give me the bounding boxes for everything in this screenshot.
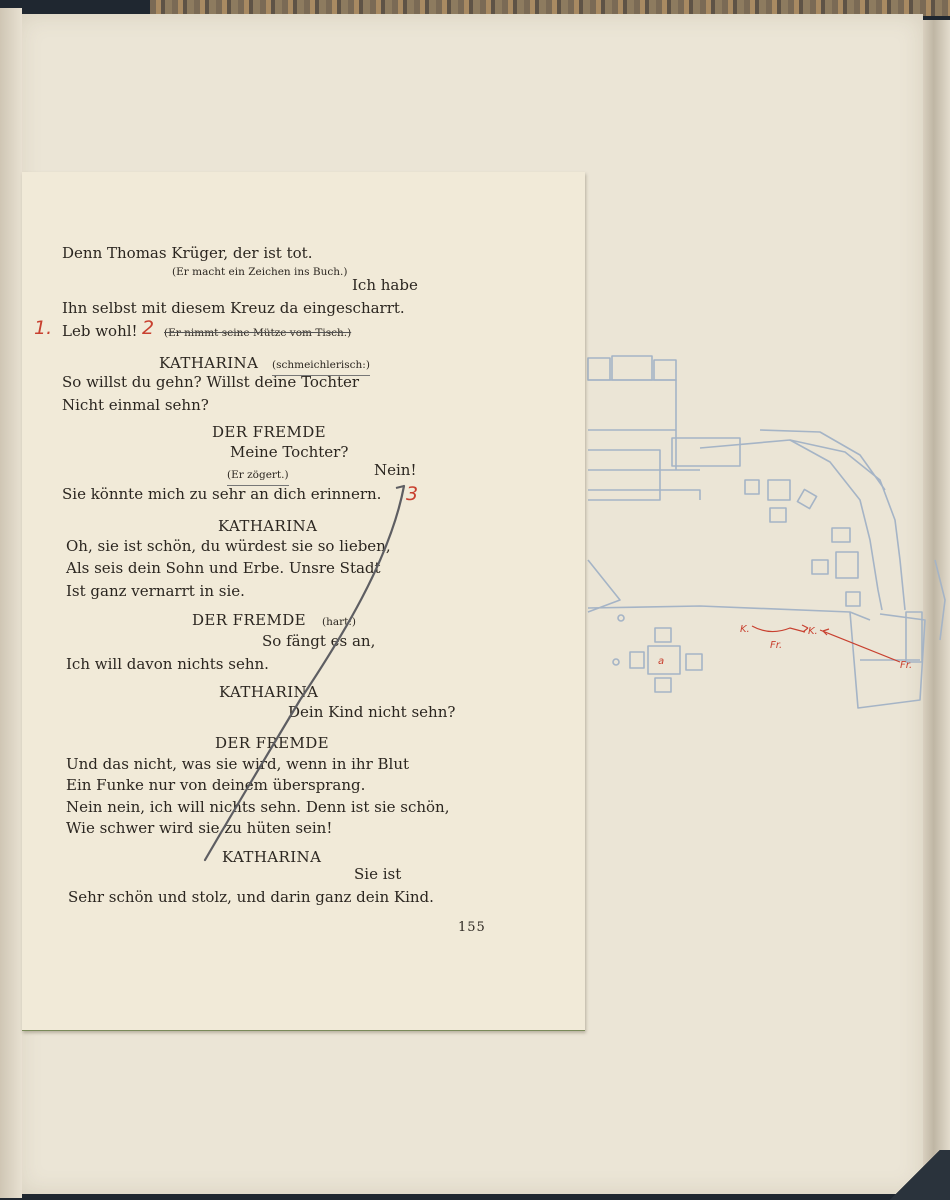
plan-chair	[655, 628, 671, 642]
text-line: Und das nicht, was sie wird, wenn in ihr Blut	[66, 755, 410, 773]
text-line: Sehr schön und stolz, und darin ganz dein Kind.	[68, 888, 434, 906]
plan-box	[768, 480, 790, 500]
text-line: Ist ganz vernarrt in sie.	[66, 582, 245, 600]
page-number: 155	[458, 920, 486, 935]
plan-box	[654, 360, 676, 380]
red-movement-line	[820, 630, 900, 662]
red-annotation-fr: Fr.	[770, 640, 783, 651]
text-line: Oh, sie ist schön, du würdest sie so lieben,	[66, 537, 391, 555]
text-line: Ein Funke nur von deinem übersprang.	[66, 776, 366, 794]
text-line: Nicht einmal sehn?	[62, 396, 209, 414]
plan-box	[846, 592, 860, 606]
plan-chair	[655, 678, 671, 692]
plan-wall	[588, 490, 700, 500]
plan-chair	[686, 654, 702, 670]
text-line: Sie ist	[354, 865, 402, 883]
speaker-katharina: KATHARINA	[218, 517, 318, 535]
plan-wall	[935, 560, 945, 640]
red-movement-line	[752, 626, 805, 632]
plan-box	[770, 508, 786, 522]
text-line: Ich will davon nichts sehn.	[66, 655, 269, 673]
plan-box	[832, 528, 850, 542]
plan-wall	[588, 560, 620, 612]
stage-direction: (hart:)	[322, 616, 356, 628]
text-line: Sie könnte mich zu sehr an dich erinnern.	[62, 485, 382, 503]
text-line: Ihn selbst mit diesem Kreuz da eingescharrt.	[62, 299, 405, 317]
plan-box	[612, 356, 652, 380]
text-line: Nein!	[374, 461, 417, 479]
plan-wall	[760, 430, 885, 490]
red-annotation-a: a	[658, 656, 665, 667]
red-annotation-k: K.	[808, 626, 818, 637]
plan-dot	[618, 615, 624, 621]
speaker-der-fremde: DER FREMDE	[192, 611, 307, 629]
red-annotation-3: 3	[406, 483, 419, 505]
plan-box	[672, 438, 740, 466]
text-line: Ich habe	[352, 276, 418, 294]
speaker-katharina: KATHARINA	[159, 354, 259, 372]
speaker-katharina: KATHARINA	[219, 683, 319, 701]
plan-box	[588, 358, 610, 380]
plan-box	[836, 552, 858, 578]
plan-wall	[588, 606, 870, 620]
text-line: Nein nein, ich will nichts sehn. Denn ist sie schön,	[66, 798, 450, 816]
red-annotation-fr: Fr.	[900, 660, 913, 671]
text-line: Als seis dein Sohn und Erbe. Unsre Stadt	[66, 559, 381, 577]
speaker-der-fremde: DER FREMDE	[212, 423, 327, 441]
red-annotation-1: 1.	[34, 317, 53, 339]
red-annotation-k: K.	[740, 624, 750, 635]
plan-wall	[588, 450, 660, 500]
text-line: Wie schwer wird sie zu hüten sein!	[66, 819, 333, 837]
red-annotation-2: 2	[142, 317, 155, 339]
text-line: Leb wohl!	[62, 322, 138, 340]
stage-direction: (Er zögert.)	[227, 466, 289, 486]
text-line: Dein Kind nicht sehn?	[288, 703, 456, 721]
text-line: So willst du gehn? Willst deine Tochter	[62, 373, 360, 391]
stage-direction: (Er macht ein Zeichen ins Buch.)	[172, 266, 348, 278]
plan-box	[797, 489, 816, 508]
text-line: Meine Tochter?	[230, 443, 349, 461]
stage-direction: (schmeichlerisch:)	[272, 356, 370, 376]
plan-wall	[588, 380, 676, 470]
text-line: So fängt es an,	[262, 632, 376, 650]
speaker-katharina: KATHARINA	[222, 848, 322, 866]
plan-box	[745, 480, 759, 494]
plan-chair	[630, 652, 644, 668]
plan-box	[812, 560, 828, 574]
speaker-der-fremde: DER FREMDE	[215, 734, 330, 752]
stage-direction-struck: (Er nimmt seine Mütze vom Tisch.)	[164, 327, 352, 339]
text-line: Denn Thomas Krüger, der ist tot.	[62, 244, 313, 262]
plan-dot	[613, 659, 619, 665]
book-page	[22, 172, 585, 1031]
